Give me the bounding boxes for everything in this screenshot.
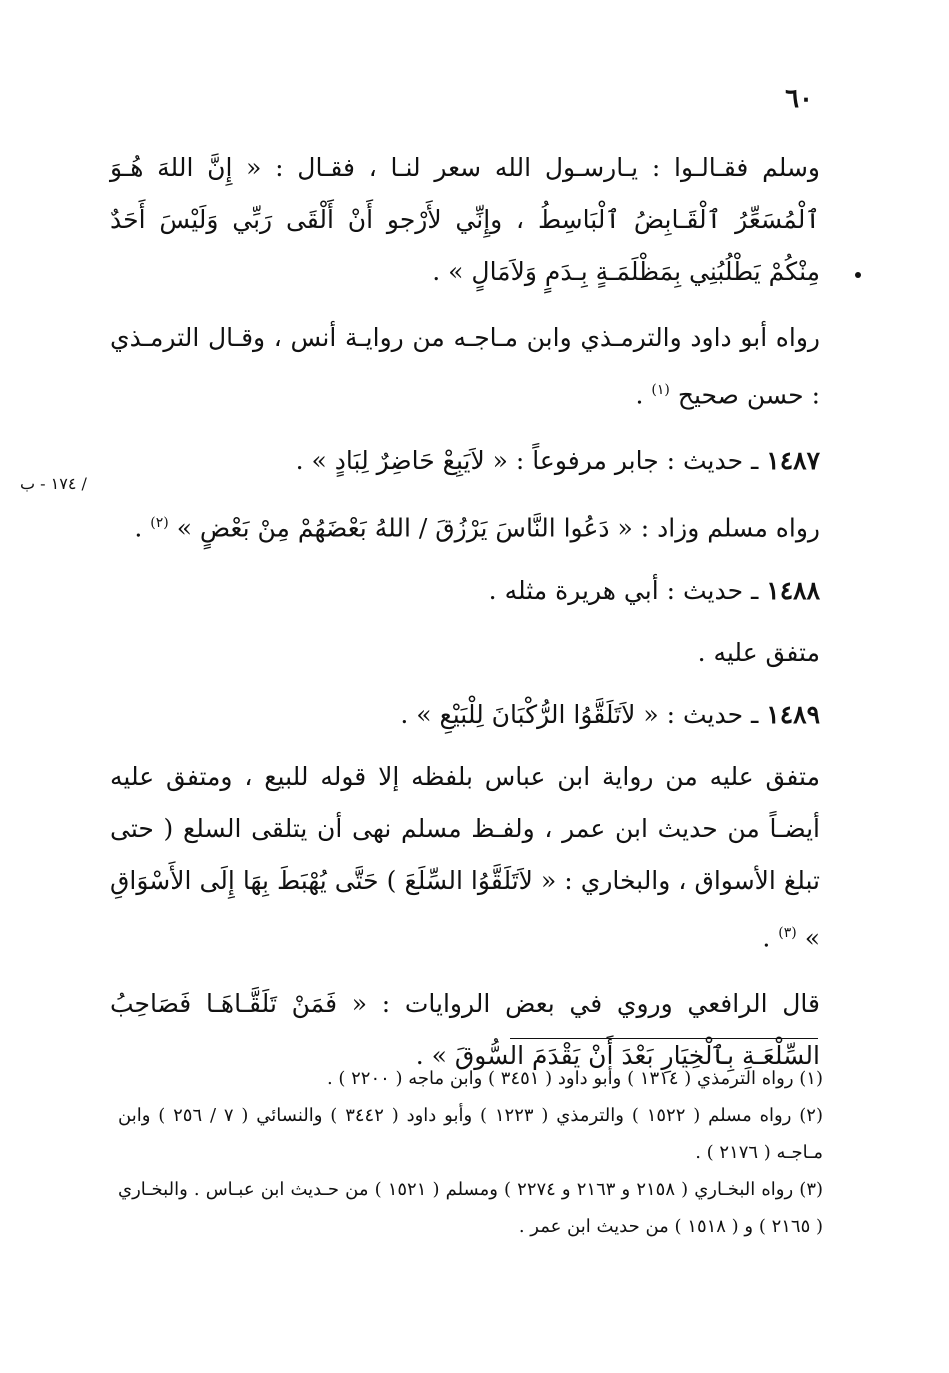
footnote-reference-3: (٣) xyxy=(778,924,797,941)
margin-folio-reference: / ١٧٤ - ب xyxy=(20,474,87,493)
hadith-1488 xyxy=(110,565,820,617)
paragraph-rafii: قال الرافعي وروي في بعض الروايات : « فَمَنْ تَلَقَّـاهَـا فَصَاحِبُ السِّلْعَـةِ بِٱلْخِيَارِ بَعْدَ أَنْ يَقْدَمَ السُّوقَ » . xyxy=(110,988,820,1070)
paragraph-muslim-addition xyxy=(110,497,820,554)
paragraph-agreed: متفق عليه . xyxy=(697,637,820,667)
paragraph-text: رواه مسلم وزاد : « دَعُوا النَّاسَ يَرْزُقَ / اللهُ بَعْضَهُمْ مِنْ بَعْضٍ » xyxy=(176,513,820,543)
main-text xyxy=(110,142,820,1096)
hadith-1489 xyxy=(110,689,820,741)
page-number: ٦٠ xyxy=(785,84,813,114)
footnote-reference-1: (١) xyxy=(651,382,670,398)
hadith-text: ـ حديث : جابر مرفوعاً : « لاَيَبِعْ حَاضِرٌ لِبَادٍ » . xyxy=(295,446,759,476)
footnote-1: (١) رواه الترمذي ( ١٣١٤ ) وأبو داود ( ٣٤٥١ ) وابن ماجه ( ٢٢٠٠ ) . xyxy=(326,1068,823,1089)
paragraph-end: . xyxy=(134,513,143,543)
paragraph-text: متفق عليه من رواية ابن عباس بلفظه إلا قوله للبيع ، ومتفق عليه أيضـاً من حديث ابن عمر ، ولفـظ مسلم نهى أن يتلقى السلع ( حتى تبلغ الأسواق ، والبخاري : « لاَتَلَقَّوُا السِّلَعَ ) حَتَّى يُهْبَطَ بِهَا إِلَى الأَسْوَاقِ » xyxy=(110,761,820,952)
paragraph-end: . xyxy=(635,380,644,410)
paragraph-ibn-abbas xyxy=(110,751,820,964)
paragraph-continuation: وسلم فقـالـوا : يـارسـول الله سعر لنـا ، فقـال : « إِنَّ اللهَ هُـوَ ٱلْمُسَعِّرُ ٱلْقَـابِضُ ٱلْبَاسِطُ ، وإِنِّي لأَرْجو أَنْ أَلْقَى رَبِّي وَلَيْسَ أَحَدٌ مِنْكُمْ يَطْلُبُنِي بِمَظْلَمَـةٍ بِـدَمٍ وَلاَمَالٍ » . xyxy=(110,153,820,286)
footnote-divider xyxy=(510,1038,818,1039)
hadith-number: ١٤٨٧ xyxy=(766,446,820,476)
hadith-number: ١٤٨٩ xyxy=(766,699,820,729)
footnote-2: (٢) رواه مسلم ( ١٥٢٢ ) والترمذي ( ١٢٢٣ ) وأبو داود ( ٣٤٤٢ ) والنسائي ( ٧ / ٢٥٦ ) وابن مـاجـه ( ٢١٧٦ ) . xyxy=(118,1105,823,1163)
margin-dot-mark xyxy=(855,272,861,278)
hadith-1487 xyxy=(110,435,820,487)
paragraph-narration-anas xyxy=(110,312,820,421)
hadith-text: ـ حديث : « لاَتَلَقَّوُا الرُّكْبَانَ لِلْبَيْعِ » . xyxy=(400,699,759,729)
paragraph-text: رواه أبو داود والترمـذي وابن مـاجـه من روايـة أنس ، وقـال الترمـذي : حسن صحيح xyxy=(110,323,820,410)
paragraph-end: . xyxy=(762,922,771,952)
hadith-text: ـ حديث : أبي هريرة مثله . xyxy=(488,575,759,605)
hadith-number: ١٤٨٨ xyxy=(766,575,820,605)
footnote-reference-2: (٢) xyxy=(150,515,169,532)
footnotes xyxy=(118,1060,823,1245)
footnote-3: (٣) رواه البخـاري ( ٢١٥٨ و ٢١٦٣ و ٢٢٧٤ ) ومسلم ( ١٥٢١ ) من حـديث ابن عبـاس . والبخـاري ( ٢١٦٥ ) و ( ١٥١٨ ) من حديث ابن عمر . xyxy=(118,1179,824,1237)
